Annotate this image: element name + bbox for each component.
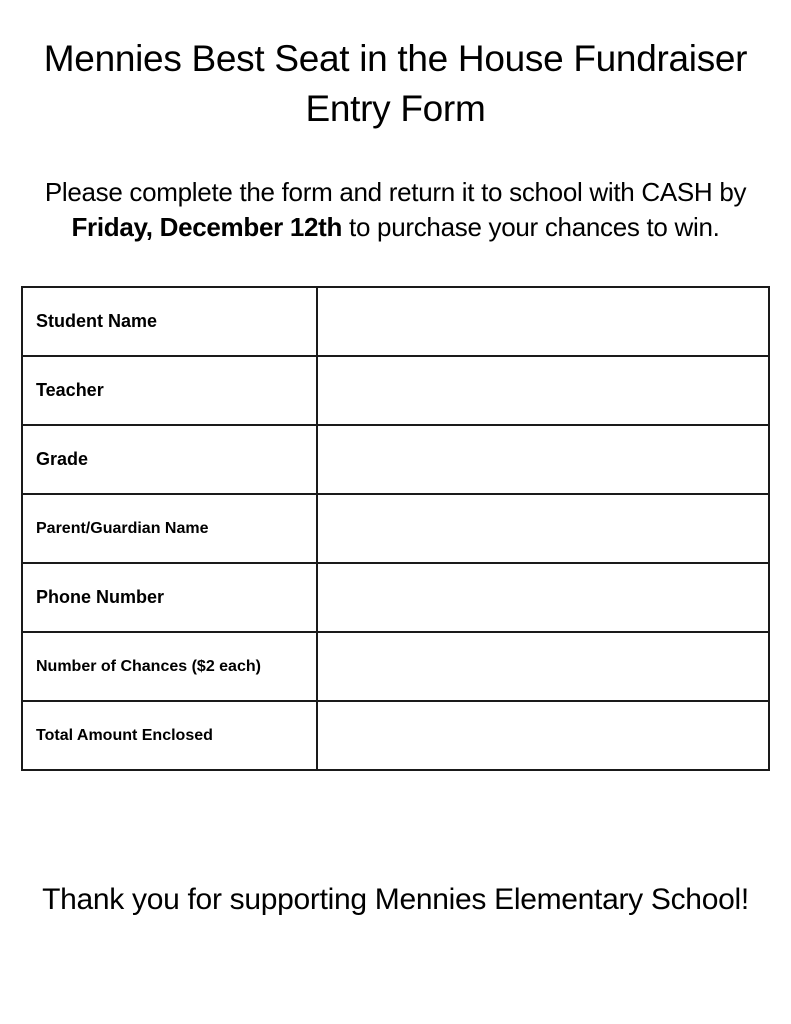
phone-number-input[interactable]: [318, 564, 768, 631]
teacher-input[interactable]: [318, 357, 768, 424]
page-title: [0, 34, 791, 134]
form-row-phone-number: [22, 563, 769, 632]
field-label: Grade: [22, 425, 317, 494]
parent-guardian-name-input[interactable]: [318, 495, 768, 562]
grade-input[interactable]: [318, 426, 768, 493]
title-line-1: Mennies Best Seat in the House Fundraiser: [43, 38, 748, 79]
deadline-date: Friday, December 12th: [71, 212, 343, 242]
field-label: Total Amount Enclosed: [22, 701, 317, 770]
parent-guardian-name-cell[interactable]: [317, 494, 769, 563]
number-of-chances-input[interactable]: [318, 633, 768, 700]
number-of-chances-cell[interactable]: [317, 632, 769, 701]
student-name-input[interactable]: [318, 288, 768, 355]
field-label: Parent/Guardian Name: [22, 494, 317, 563]
form-row-total-amount: [22, 701, 769, 770]
total-amount-cell[interactable]: [317, 701, 769, 770]
instructions-line-1: Please complete the form and return it to school with CASH by: [44, 177, 747, 207]
student-name-cell[interactable]: [317, 287, 769, 356]
field-label: Teacher: [22, 356, 317, 425]
instructions-line-2-rest: to purchase your chances to win.: [342, 212, 720, 242]
title-line-2: Entry Form: [305, 88, 486, 129]
field-label: Phone Number: [22, 563, 317, 632]
field-label: Number of Chances ($2 each): [22, 632, 317, 701]
grade-cell[interactable]: [317, 425, 769, 494]
form-row-parent-guardian-name: [22, 494, 769, 563]
form-row-number-of-chances: [22, 632, 769, 701]
form-row-teacher: [22, 356, 769, 425]
instructions: [0, 175, 791, 245]
entry-form-table: [21, 286, 770, 771]
field-label: Student Name: [22, 287, 317, 356]
teacher-cell[interactable]: [317, 356, 769, 425]
thank-you-footer: Thank you for supporting Mennies Elementary School!: [42, 883, 749, 916]
total-amount-input[interactable]: [318, 702, 768, 769]
form-row-student-name: [22, 287, 769, 356]
instructions-line-2: [0, 210, 791, 245]
phone-number-cell[interactable]: [317, 563, 769, 632]
form-row-grade: [22, 425, 769, 494]
